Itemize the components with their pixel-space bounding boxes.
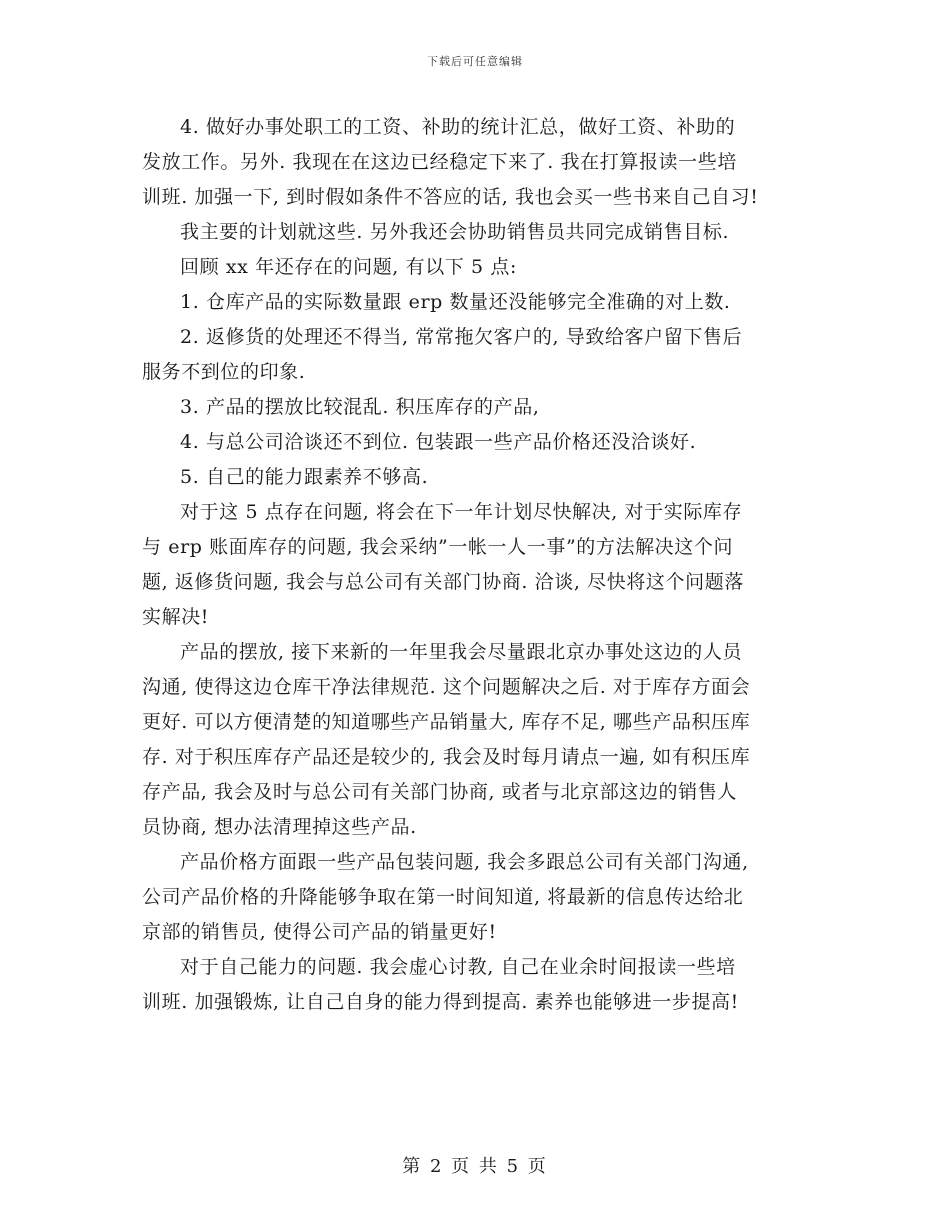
page-header: 下载后可任意编辑 xyxy=(427,55,523,68)
paragraph-self-improvement: 对于自己能力的问题. 我会虚心讨教, 自己在业余时间报读一些培 训班. 加强锻炼, 让自己自身的能力得到提高. 素养也能够进一步提高! xyxy=(142,956,739,1013)
paragraph-issue-3: 3. 产品的摆放比较混乱. 积压库存的产品, xyxy=(180,396,540,418)
paragraph-issue-4: 4. 与总公司洽谈还不到位. 包装跟一些产品价格还没洽谈好. xyxy=(180,431,697,453)
document-body xyxy=(142,110,822,1020)
page-number-footer: 第 2 页 共 5 页 xyxy=(402,1156,548,1177)
paragraph-review-intro: 回顾 xx 年还存在的问题, 有以下 5 点: xyxy=(180,256,517,278)
paragraph-issue-2: 2. 返修货的处理还不得当, 常常拖欠客户的, 导致给客户留下售后 服务不到位的印象. xyxy=(142,326,743,383)
paragraph-issue-1: 1. 仓库产品的实际数量跟 erp 数量还没能够完全准确的对上数. xyxy=(180,291,731,313)
paragraph-issue-5: 5. 自己的能力跟素养不够高. xyxy=(180,466,429,488)
paragraph-item4-salary: 4. 做好办事处职工的工资、补助的统计汇总，做好工资、补助的 发放工作。另外. 我现在在这边已经稳定下来了. 我在打算报读一些培 训班. 加强一下, 到时假如条件不答应的话, 我也会买一些书来自己自习! xyxy=(142,116,759,208)
paragraph-solution-inventory: 对于这 5 点存在问题, 将会在下一年计划尽快解决, 对于实际库存 与 erp 账面库存的问题, 我会采纳”一帐一人一事”的方法解决这个问 题, 返修货问题, 我会与总公司有关部门协商. 洽谈, 尽快将这个问题落 实解决! xyxy=(142,501,744,628)
paragraph-pricing-packaging: 产品价格方面跟一些产品包装问题, 我会多跟总公司有关部门沟通, 公司产品价格的升降能够争取在第一时间知道, 将最新的信息传达给北 京部的销售员, 使得公司产品的销量更好! xyxy=(142,851,749,943)
paragraph-main-plan: 我主要的计划就这些. 另外我还会协助销售员共同完成销售目标. xyxy=(180,221,730,243)
paragraph-product-placement: 产品的摆放, 接下来新的一年里我会尽量跟北京办事处这边的人员 沟通, 使得这边仓库干净法律规范. 这个问题解决之后. 对于库存方面会 更好. 可以方便清楚的知道哪些产品销量大, 库存不足, 哪些产品积压库 存. 对于积压库存产品还是较少的, 我会及时每月请点一遍, 如有积压库 存产品, 我会及时与总公司有关部门协商, 或者与北京部这边的销售人 员协商, 想办法清理掉这些产品. xyxy=(142,641,751,838)
